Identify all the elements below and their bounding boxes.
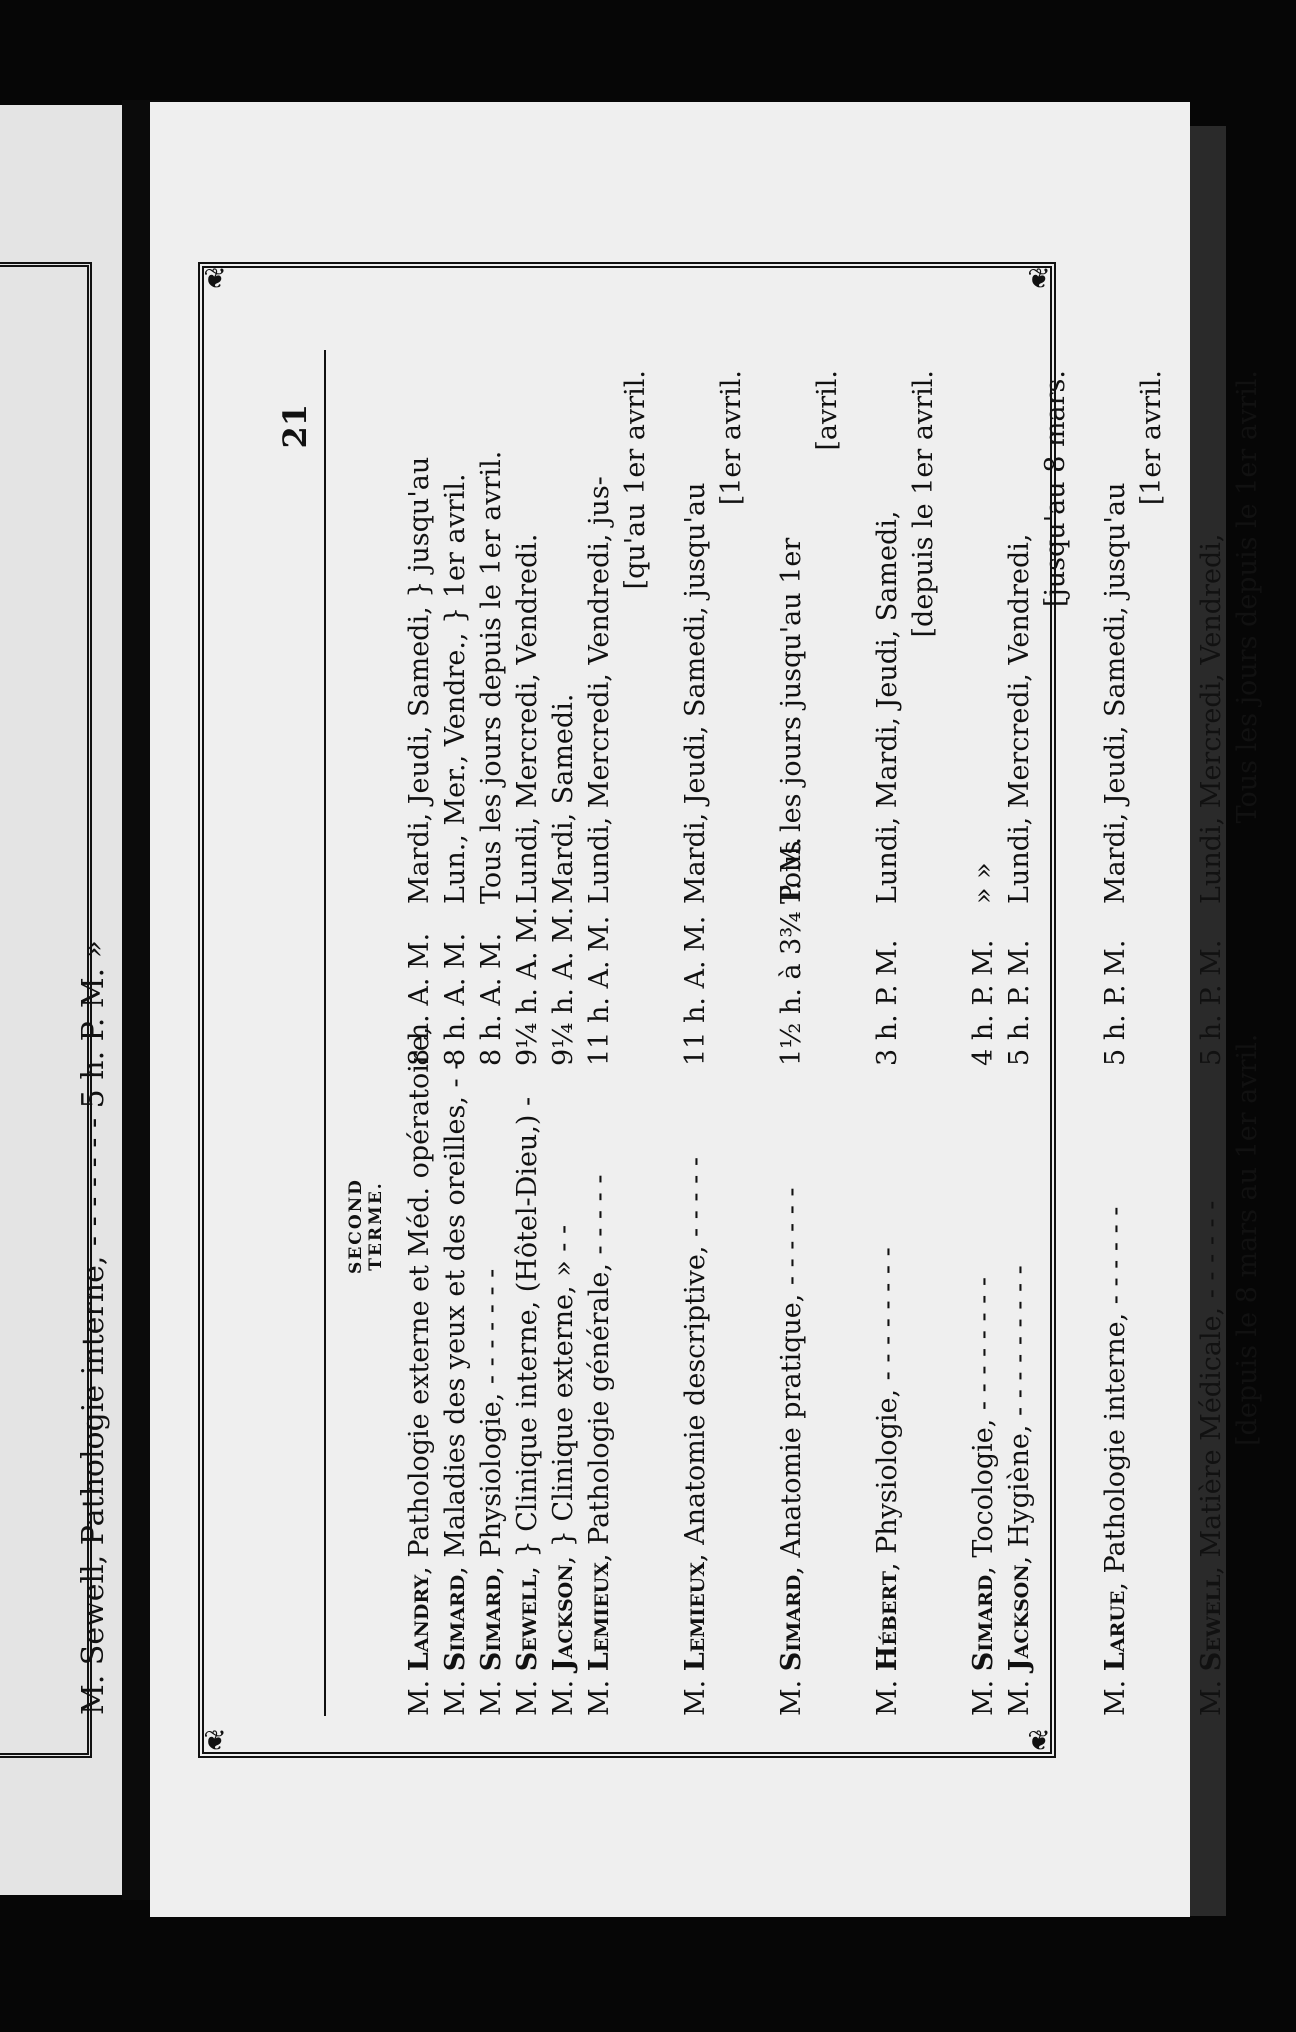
course-name <box>584 1175 615 1716</box>
course-name <box>1004 1265 1035 1716</box>
course-name <box>776 1187 807 1716</box>
course-hour: 8 h. A. M. <box>404 932 435 1066</box>
course-days: Mardi, Samedi. <box>548 693 579 904</box>
title-prefix: M. <box>776 1671 807 1716</box>
continuation-text: [depuis le 8 mars au 1er avril. <box>1232 1033 1263 1446</box>
professor-name: Lemieux <box>680 1562 711 1672</box>
course-name <box>440 1061 471 1716</box>
schedule-continuation <box>1232 350 1268 1716</box>
schedule-continuation <box>908 350 944 1716</box>
schedule-continuation <box>716 350 752 1716</box>
course-name <box>548 1225 579 1716</box>
continuation-text: Tous les jours depuis le 1er avril. <box>1232 370 1263 824</box>
course-days: Tous les jours depuis le 1er avril. <box>476 450 507 904</box>
course-subject: , } Clinique interne, (Hôtel-Dieu,) - <box>512 1096 543 1575</box>
ornament-corner-icon: ❦ <box>1027 262 1051 295</box>
continuation-text: [depuis le 1er avril. <box>908 370 939 638</box>
course-hour: 4 h. P. M. <box>968 939 999 1066</box>
ornament-corner-icon: ❦ <box>1027 1724 1051 1757</box>
course-subject: , } Clinique externe, » - - <box>548 1224 579 1565</box>
course-days: Mardi, Jeudi, Samedi, } jusqu'au <box>404 456 435 904</box>
schedule-row <box>512 350 548 1716</box>
schedule-row <box>680 350 716 1716</box>
course-subject: , Maladies des yeux et des oreilles, - - <box>440 1060 471 1575</box>
course-hour: 9¼ h. A. M. <box>548 906 579 1066</box>
title-prefix: M. <box>1196 1671 1227 1716</box>
title-prefix: M. <box>548 1671 579 1716</box>
course-days: Lundi, Mardi, Jeudi, Samedi, <box>872 510 903 904</box>
course-subject: , Anatomie descriptive, - - - - - <box>680 1157 711 1562</box>
course-hour: 9¼ h. A. M. <box>512 906 543 1066</box>
title-prefix: M. <box>1100 1671 1131 1716</box>
section-title: SECOND TERME. <box>346 1178 386 1274</box>
course-days: Lundi, Mercredi, Vendredi, <box>1004 533 1035 904</box>
schedule-row <box>584 350 620 1716</box>
course-hour: 11 h. A. M. <box>680 915 711 1066</box>
title-prefix: M. <box>968 1671 999 1716</box>
course-hour: 5 h. P. M. <box>1196 939 1227 1066</box>
course-subject: , Pathologie externe et Méd. opératoire, <box>404 1026 435 1575</box>
schedule-row <box>404 350 440 1716</box>
course-subject: , Hygiène, - - - - - - - - - <box>1004 1265 1035 1565</box>
title-prefix: M. <box>476 1671 507 1716</box>
title-prefix: M. <box>680 1671 711 1716</box>
continuation-text: [jusqu'au 8 mars. <box>1040 370 1071 608</box>
page-header <box>228 350 326 1716</box>
course-days: Lundi, Mercredi, Vendredi, <box>1196 533 1227 904</box>
course-days: Lundi, Mercredi, Vendredi, jus- <box>584 476 615 904</box>
course-subject: , Anatomie pratique, - - - - - - <box>776 1187 807 1575</box>
course-days: Lun., Mer., Vendre., } 1er avril. <box>440 473 471 904</box>
page-number: 21 <box>276 404 314 449</box>
course-name <box>404 1027 435 1716</box>
professor-name: Simard <box>968 1574 999 1672</box>
title-prefix: M. <box>584 1671 615 1716</box>
course-days: Lundi, Mercredi, Vendredi. <box>512 533 543 904</box>
course-subject: , Pathologie générale, - - - - - <box>584 1174 615 1562</box>
continuation-text: [avril. <box>812 370 843 451</box>
professor-name: Simard <box>440 1574 471 1672</box>
course-name <box>872 1247 903 1716</box>
course-days: Mardi, Jeudi, Samedi, jusqu'au <box>680 482 711 904</box>
course-subject: , Pathologie interne, - - - - - - <box>1100 1206 1131 1591</box>
course-schedule <box>404 350 1268 1716</box>
schedule-row <box>968 350 1004 1716</box>
professor-name: Lemieux <box>584 1562 615 1672</box>
course-name <box>968 1277 999 1716</box>
course-name <box>1196 1201 1227 1716</box>
course-subject: , Physiologie, - - - - - - - <box>476 1268 507 1575</box>
course-name <box>476 1269 507 1716</box>
course-days: » » <box>968 862 999 904</box>
schedule-row <box>776 350 812 1716</box>
title-prefix: M. <box>512 1671 543 1716</box>
course-hour: 1½ h. à 3¾ P. M. <box>776 836 807 1066</box>
course-name <box>680 1157 711 1716</box>
schedule-row <box>872 350 908 1716</box>
professor-name: Landry <box>404 1574 435 1672</box>
course-subject: , Matière Médicale, - - - - - - <box>1196 1200 1227 1575</box>
schedule-continuation <box>1040 350 1076 1716</box>
schedule-continuation <box>620 350 656 1716</box>
professor-name: Simard <box>476 1574 507 1672</box>
professor-name: Larue <box>1100 1590 1131 1672</box>
schedule-continuation <box>812 350 848 1716</box>
continuation-text: [qu'au 1er avril. <box>620 370 651 590</box>
professor-name: Sewell <box>512 1574 543 1672</box>
schedule-row <box>1004 350 1040 1716</box>
schedule-row <box>1100 350 1136 1716</box>
ornament-corner-icon: ❦ <box>203 1724 227 1757</box>
professor-name: Simard <box>776 1574 807 1672</box>
professor-name: Jackson <box>548 1564 579 1672</box>
previous-page-text: M. Sewell, Pathologie interne, - - - - - - - 5 h. P. M. » <box>76 940 111 1715</box>
title-prefix: M. <box>404 1671 435 1716</box>
course-hour: 3 h. P. M. <box>872 939 903 1066</box>
schedule-row <box>476 350 512 1716</box>
professor-name: Hébert <box>872 1571 903 1672</box>
schedule-page-content <box>228 320 1263 1740</box>
ornament-corner-icon: ❦ <box>203 262 227 295</box>
continuation-text: [1er avril. <box>716 370 747 506</box>
course-hour: 8 h. A. M. <box>440 932 471 1066</box>
course-subject: , Tocologie, - - - - - - - - <box>968 1277 999 1575</box>
professor-name: Jackson <box>1004 1564 1035 1672</box>
course-hour: 11 h. A. M. <box>584 915 615 1066</box>
title-prefix: M. <box>440 1671 471 1716</box>
title-prefix: M. <box>872 1671 903 1716</box>
course-hour: 5 h. P. M. <box>1100 939 1131 1066</box>
professor-name: Sewell <box>1196 1574 1227 1672</box>
course-name <box>1100 1207 1131 1716</box>
schedule-continuation <box>1136 350 1172 1716</box>
course-name <box>512 1097 543 1716</box>
schedule-row <box>548 350 584 1716</box>
course-days: Mardi, Jeudi, Samedi, jusqu'au <box>1100 482 1131 904</box>
course-days: Tous les jours jusqu'au 1er <box>776 537 807 904</box>
course-hour: 5 h. P. M. <box>1004 939 1035 1066</box>
schedule-row <box>440 350 476 1716</box>
continuation-text: [1er avril. <box>1136 370 1167 506</box>
schedule-row <box>1196 350 1232 1716</box>
title-prefix: M. <box>1004 1671 1035 1716</box>
course-subject: , Physiologie, - - - - - - - - <box>872 1247 903 1572</box>
course-hour: 8 h. A. M. <box>476 932 507 1066</box>
